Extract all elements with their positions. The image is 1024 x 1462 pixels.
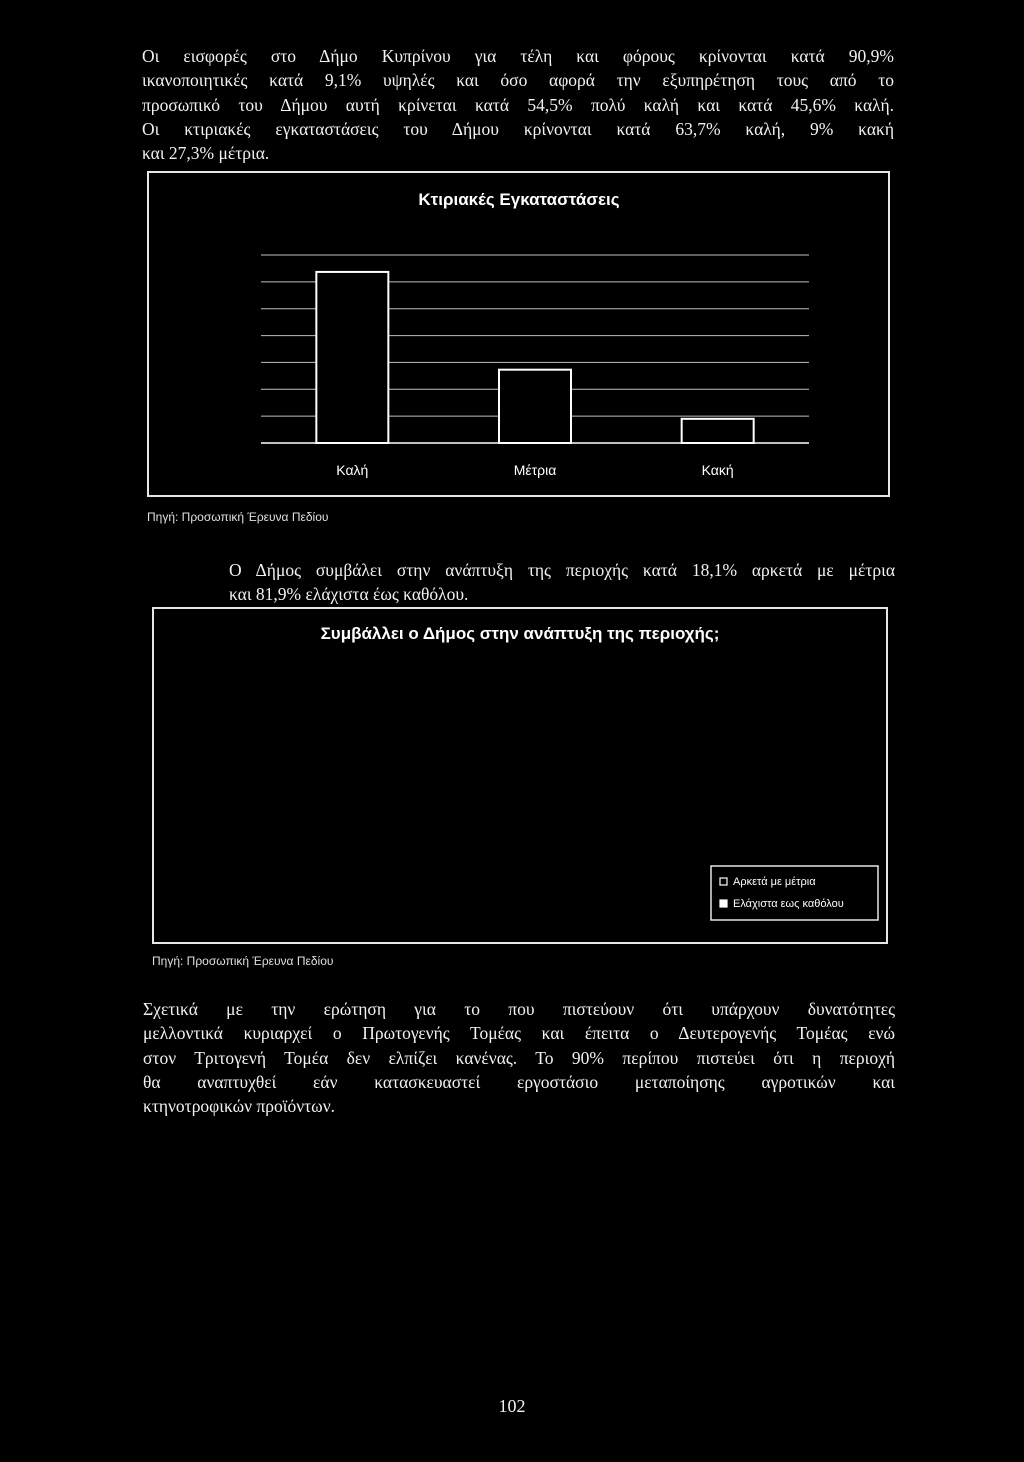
text-line: και 27,3% μέτρια.: [142, 143, 270, 164]
legend-swatch: [720, 878, 727, 885]
text-line: και 81,9% ελάχιστα έως καθόλου.: [229, 584, 469, 605]
text-line: Οι εισφορές στο Δήμο Κυπρίνου για τέλη και φόρους κρίνονται κατά 90,9%: [142, 46, 894, 66]
x-tick-label: Μέτρια: [513, 462, 557, 478]
paragraph-development: [229, 558, 895, 607]
chart-legend: [711, 866, 878, 920]
chart-title: Συμβάλλει ο Δήμος στην ανάπτυξη της περιοχής;: [320, 624, 720, 643]
legend-label: Αρκετά με μέτρια: [733, 876, 816, 888]
legend-box: [711, 866, 878, 920]
text-line: στον Τριτογενή Τομέα δεν ελπίζει κανένας. Το 90% περίπου πιστεύει ότι η περιοχή: [143, 1047, 895, 1068]
text-line: προσωπικό του Δήμου αυτή κρίνεται κατά 54,5% πολύ καλή και κατά 45,6% καλή.: [142, 94, 894, 115]
text-line: Σχετικά με την ερώτηση για το που πιστεύουν ότι υπάρχουν δυνατότητες: [143, 999, 895, 1019]
x-tick-label: Κακή: [701, 462, 734, 478]
text-line: θα αναπτυχθεί εάν κατασκευαστεί εργοστάσιο μεταποίησης αγροτικών και: [143, 1071, 895, 1092]
x-tick-label: Καλή: [336, 462, 369, 478]
pie-chart-svg: [154, 609, 886, 942]
text-line: Ο Δήμος συμβάλει στην ανάπτυξη της περιοχής κατά 18,1% αρκετά με μέτρια: [229, 560, 895, 580]
page-number: 102: [498, 1396, 526, 1416]
legend-label: Ελάχιστα εως καθόλου: [733, 898, 844, 910]
legend-swatch: [720, 900, 727, 907]
chart-bars: [316, 272, 753, 443]
x-tick-labels: [336, 462, 733, 478]
bar-chart-svg: [149, 173, 888, 495]
bar: [499, 370, 571, 443]
chart-building-facilities: [147, 171, 890, 497]
chart-municipality-development: [152, 607, 888, 944]
paragraph-facilities: [142, 44, 894, 165]
chart-source: Πηγή: Προσωπική Έρευνα Πεδίου: [147, 510, 329, 524]
chart-title: Κτιριακές Εγκαταστάσεις: [418, 190, 620, 209]
bar: [682, 419, 754, 443]
text-line: μελλοντικά κυριαρχεί ο Πρωτογενής Τομέας και έπειτα ο Δευτερογενής Τομέας ενώ: [143, 1023, 895, 1044]
paragraph-sectors: [143, 997, 895, 1118]
text-line: κτηνοτροφικών προϊόντων.: [143, 1096, 335, 1117]
text-line: ικανοποιητικές κατά 9,1% υψηλές και όσο αφορά την εξυπηρέτηση τους από το: [142, 70, 894, 91]
text-line: Οι κτιριακές εγκαταστάσεις του Δήμου κρίνονται κατά 63,7% καλή, 9% κακή: [142, 118, 894, 139]
chart-source: Πηγή: Προσωπική Έρευνα Πεδίου: [152, 954, 334, 968]
bar: [316, 272, 388, 443]
